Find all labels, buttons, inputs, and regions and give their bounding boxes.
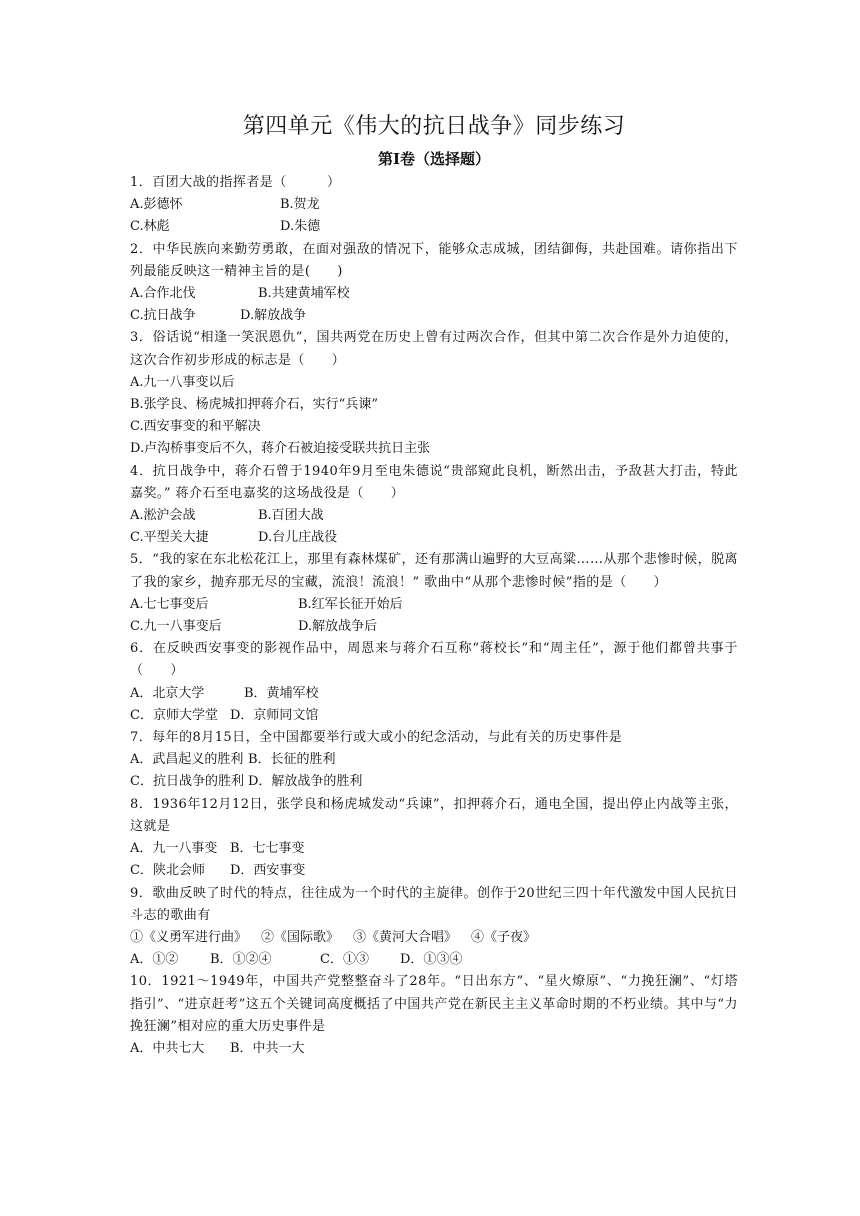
option-c: C．陕北会师 xyxy=(130,863,205,879)
option-a: A.彭德怀 xyxy=(130,197,183,213)
question-stem: 4．抗日战争中，蒋介石曾于1940年9月至电朱德说“贵部窥此良机，断然出击，予敌甚大打击，特此嘉奖。” 蒋介石至电嘉奖的这场战役是（ ） xyxy=(130,463,738,501)
question-stem: 6．在反映西安事变的影视作品中，周恩来与蒋介石互称“蒋校长”和“周主任”，源于他们都曾共事于（ ） xyxy=(130,641,738,679)
options-row xyxy=(130,216,738,238)
options-row xyxy=(130,683,738,705)
option-a: A.合作北伐 xyxy=(130,286,196,302)
option-b: B．①②④ xyxy=(210,952,272,968)
option-b: B.张学良、杨虎城扣押蒋介石，实行“兵谏” xyxy=(130,397,378,413)
question-3 xyxy=(130,327,738,460)
option-d: D．西安事变 xyxy=(230,863,306,879)
options-row xyxy=(130,505,738,527)
option-a: A．九一八事变 xyxy=(130,841,218,857)
option-a: A.淞沪会战 xyxy=(130,508,196,524)
question-stem: 3．俗话说“相逢一笑泯恩仇”，国共两党在历史上曾有过两次合作，但其中第二次合作是外力迫使的，这次合作初步形成的标志是（ ） xyxy=(130,330,738,368)
song-item: ④《子夜》 xyxy=(471,929,537,945)
question-6 xyxy=(130,638,738,727)
option-c: C.西安事变的和平解决 xyxy=(130,419,261,435)
option-b: B．黄埔军校 xyxy=(244,685,319,701)
options-row xyxy=(130,194,738,216)
option-d: D．①③④ xyxy=(400,952,463,968)
options-row xyxy=(130,860,738,882)
question-stem: 10．1921～1949年，中国共产党整整奋斗了28年。“日出东方”、“星火燎原”、“力挽狂澜”、“灯塔指引”、“进京赶考”这五个关键词高度概括了中国共产党在新民主主义革命时期的不朽业绩。其中与“力挽狂澜”相对应的重大历史事件是 xyxy=(130,974,738,1034)
question-10 xyxy=(130,971,738,1060)
option-d: D.台儿庄战役 xyxy=(258,530,338,546)
option-d: D.解放战争 xyxy=(240,308,307,324)
options-row xyxy=(130,594,738,616)
options-row xyxy=(130,1038,738,1060)
question-stem: 9．歌曲反映了时代的特点，往往成为一个时代的主旋律。创作于20世纪三四十年代激发中国人民抗日斗志的歌曲有 xyxy=(130,885,738,923)
option-c: C.平型关大捷 xyxy=(130,530,209,546)
option-b: B．长征的胜利 xyxy=(248,752,336,768)
options-row xyxy=(130,305,738,327)
song-item: ①《义勇军进行曲》 xyxy=(130,929,248,945)
option-c: C．抗日战争的胜利 xyxy=(130,774,244,790)
option-d: D．解放战争的胜利 xyxy=(248,774,363,790)
option-b: B．中共一大 xyxy=(230,1040,305,1056)
option-b: B.百团大战 xyxy=(258,508,324,524)
question-4 xyxy=(130,461,738,550)
question-7 xyxy=(130,727,738,794)
option-c: C.九一八事变后 xyxy=(130,619,222,635)
option-b: B.共建黄埔军校 xyxy=(258,286,350,302)
question-stem: 2．中华民族向来勤劳勇敢，在面对强敌的情况下，能够众志成城，团结御侮，共赴国难。请你指出下列最能反映这一精神主旨的是( ) xyxy=(130,241,738,279)
options-row xyxy=(130,949,738,971)
option-d: D.卢沟桥事变后不久，蒋介石被迫接受联共抗日主张 xyxy=(130,441,431,457)
options-row xyxy=(130,771,738,793)
song-item: ②《国际歌》 xyxy=(261,929,340,945)
option-a: A．北京大学 xyxy=(130,685,205,701)
option-c: C．①③ xyxy=(320,952,369,968)
option-b: B.贺龙 xyxy=(280,197,320,213)
option-a: A．武昌起义的胜利 xyxy=(130,752,244,768)
option-c: C．京师大学堂 xyxy=(130,707,218,723)
question-stem: 1．百团大战的指挥者是（ ） xyxy=(130,175,341,190)
options-row xyxy=(130,749,738,771)
options-row xyxy=(130,838,738,860)
option-d: D.解放战争后 xyxy=(298,619,378,635)
question-9 xyxy=(130,883,738,972)
option-c: C.抗日战争 xyxy=(130,308,196,324)
options-row xyxy=(130,616,738,638)
question-5 xyxy=(130,549,738,638)
option-a: A.七七事变后 xyxy=(130,596,209,612)
options-row xyxy=(130,705,738,727)
document-page xyxy=(130,112,738,1060)
option-a: A．中共七大 xyxy=(130,1040,205,1056)
options-row xyxy=(130,527,738,549)
question-8 xyxy=(130,794,738,883)
option-d: D．京师同文馆 xyxy=(230,707,319,723)
question-stem: 8．1936年12月12日，张学良和杨虎城发动“兵谏”，扣押蒋介石，通电全国，提出停止内战等主张，这就是 xyxy=(130,796,738,834)
option-a: A.九一八事变以后 xyxy=(130,374,235,390)
question-2 xyxy=(130,239,738,328)
song-list xyxy=(130,927,738,949)
option-d: D.朱德 xyxy=(280,219,321,235)
section-heading: 第Ⅰ卷（选择题） xyxy=(377,150,491,168)
option-c: C.林彪 xyxy=(130,219,170,235)
song-item: ③《黄河大合唱》 xyxy=(353,929,458,945)
document-title: 第四单元《伟大的抗日战争》同步练习 xyxy=(242,114,626,139)
options-row xyxy=(130,283,738,305)
question-1 xyxy=(130,172,738,239)
option-b: B．七七事变 xyxy=(230,841,305,857)
question-stem: 5．“我的家在东北松花江上，那里有森林煤矿，还有那满山遍野的大豆高粱……从那个悲惨时候，脱离了我的家乡，抛弃那无尽的宝藏，流浪！流浪！” 歌曲中“从那个悲惨时候”指的是（ ） xyxy=(130,552,738,590)
question-stem: 7．每年的8月15日，全中国都要举行或大或小的纪念活动，与此有关的历史事件是 xyxy=(130,730,623,746)
option-b: B.红军长征开始后 xyxy=(298,596,403,612)
option-a: A．①② xyxy=(130,952,179,968)
